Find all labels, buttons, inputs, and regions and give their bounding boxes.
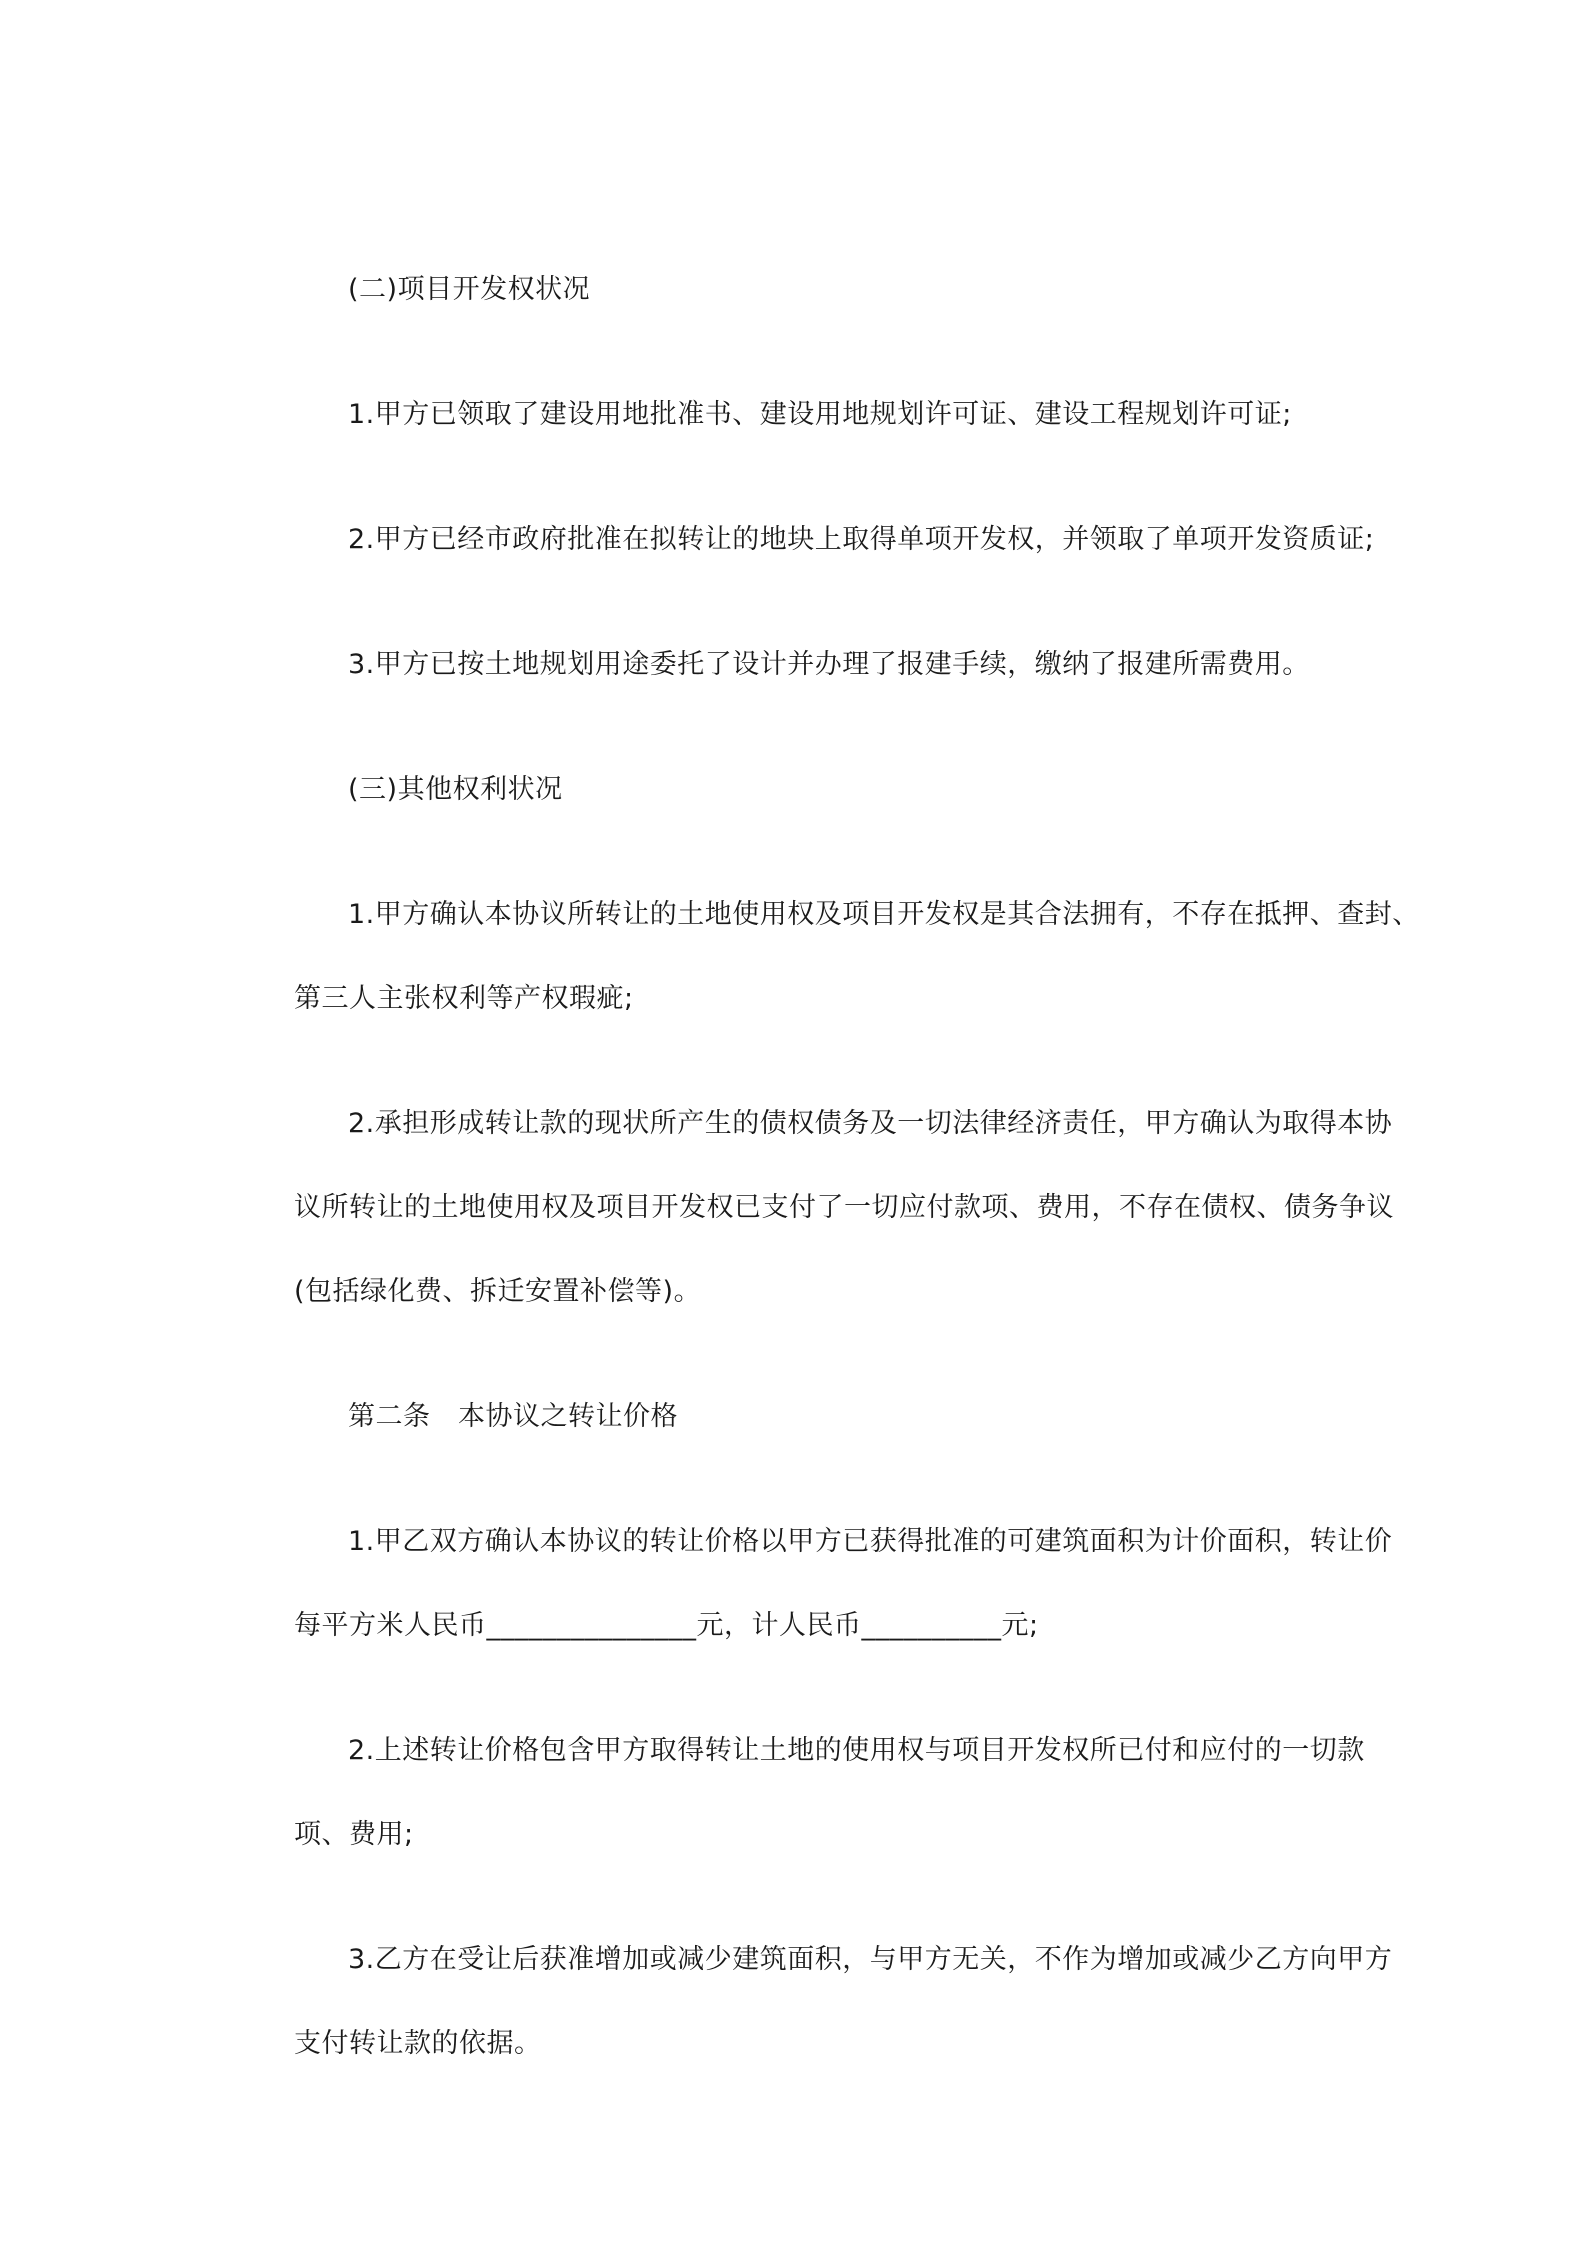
clause-3-design-fees [240, 623, 1350, 707]
text-line: 项、费用; [294, 1819, 414, 1850]
text-line: 每平方米人民币_______________元，计人民币__________元; [294, 1610, 1039, 1641]
document-body [240, 248, 1420, 2127]
clause-1-legal-ownership [240, 873, 1420, 1041]
text-line: (二)项目开发权状况 [348, 274, 591, 305]
text-line: 2.甲方已经市政府批准在拟转让的地块上取得单项开发权，并领取了单项开发资质证; [348, 524, 1375, 555]
price-clause-1 [240, 1500, 1393, 1668]
text-line: 2.承担形成转让款的现状所产生的债权债务及一切法律经济责任，甲方确认为取得本协 [348, 1108, 1393, 1139]
text-line: 第三人主张权利等产权瑕疵; [294, 983, 634, 1014]
section-heading-development-rights [240, 248, 1350, 332]
section-heading-other-rights [240, 748, 1350, 832]
clause-2-liabilities [240, 1082, 1394, 1334]
text-line: 3.乙方在受让后获准增加或减少建筑面积，与甲方无关，不作为增加或减少乙方向甲方 [348, 1944, 1393, 1975]
price-clause-3 [240, 1918, 1393, 2086]
text-line: (包括绿化费、拆迁安置补偿等)。 [294, 1276, 702, 1307]
text-line: 2.上述转让价格包含甲方取得转让土地的使用权与项目开发权所已付和应付的一切款 [348, 1735, 1365, 1766]
text-line: 1.甲乙双方确认本协议的转让价格以甲方已获得批准的可建筑面积为计价面积，转让价 [348, 1526, 1393, 1557]
text-line: 3.甲方已按土地规划用途委托了设计并办理了报建手续，缴纳了报建所需费用。 [348, 649, 1310, 680]
clause-1-permits [240, 373, 1350, 457]
article-2-title [240, 1375, 1350, 1459]
text-line: 1.甲方已领取了建设用地批准书、建设用地规划许可证、建设工程规划许可证; [348, 399, 1292, 430]
clause-2-development-right [240, 498, 1375, 582]
price-clause-2 [240, 1709, 1365, 1877]
text-line: 第二条 本协议之转让价格 [348, 1401, 678, 1432]
text-line: 议所转让的土地使用权及项目开发权已支付了一切应付款项、费用，不存在债权、债务争议 [294, 1192, 1394, 1223]
text-line: (三)其他权利状况 [348, 774, 563, 805]
text-line: 1.甲方确认本协议所转让的土地使用权及项目开发权是其合法拥有，不存在抵押、查封、 [348, 899, 1420, 930]
text-line: 支付转让款的依据。 [294, 2028, 542, 2059]
